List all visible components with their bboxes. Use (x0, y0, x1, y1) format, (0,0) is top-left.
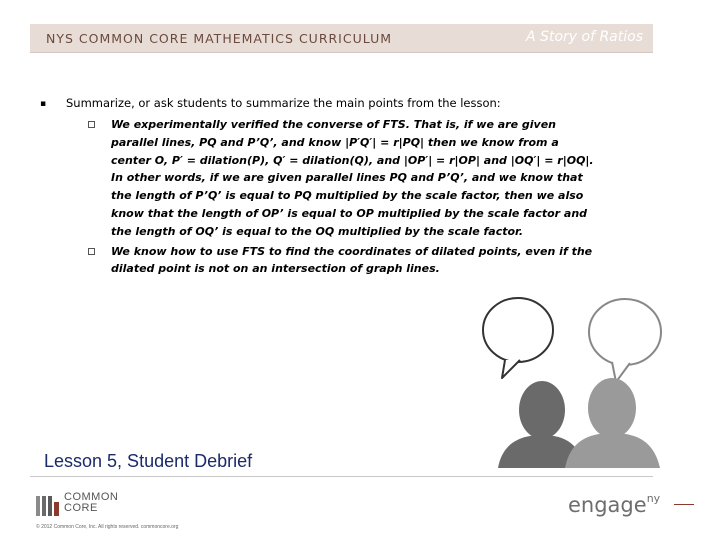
lesson-content (40, 96, 600, 278)
person-silhouette-icon (565, 378, 660, 468)
common-core-wordmark (64, 492, 118, 514)
lesson-title: Lesson 5, Student Debrief (44, 451, 253, 471)
ny-text: ny (646, 492, 661, 505)
logo-line-2: CORE (64, 502, 98, 514)
engage-ny-logo (568, 492, 660, 517)
sub-bullet-2-text: We know how to use FTS to find the coordinates of dilated points, even if the dilated point is not on an intersection of graph lines. (111, 244, 593, 276)
sub-bullet-1-text: We experimentally verified the converse of FTS. That is, if we are given parallel lines, PQ and P’Q’, and know |P′Q′| = r|PQ| then we know from a center O, P′ = dilation(P), Q′ = dilation(Q), and |OP′| = r|OP| and |OQ′| = r|OQ|. In other words, if we are given parallel lines PQ and P’Q’, and we know that the length of P’Q’ is equal to PQ multiplied by the scale factor, then we also know that the length of OP’ is equal to OP multiplied by the scale factor and the length of OQ’ is equal to the OQ multiplied by the scale factor. (111, 118, 594, 238)
footer-accent-line (674, 504, 694, 505)
main-bullet (40, 96, 600, 112)
footer-divider (30, 476, 653, 477)
sub-bullet-2 (88, 243, 600, 279)
engage-text: engage (568, 493, 647, 517)
speech-bubble-icon (589, 299, 661, 382)
common-core-logo (36, 496, 62, 516)
copyright-text: © 2012 Common Core, Inc. All rights reserved. commoncore.org (36, 524, 179, 530)
main-bullet-text: Summarize, or ask students to summarize the main points from the lesson: (66, 96, 501, 110)
speech-illustration (470, 290, 670, 470)
curriculum-title: NYS COMMON CORE MATHEMATICS CURRICULUM (46, 31, 393, 46)
checkbox-bullet-icon (88, 121, 95, 128)
logo-line-1: COMMON (64, 491, 119, 503)
story-title: A Story of Ratios (526, 29, 643, 45)
checkbox-bullet-icon (88, 248, 95, 255)
header-band (30, 24, 653, 53)
speech-bubble-icon (483, 298, 553, 378)
bullet-icon: ▪ (40, 99, 47, 109)
sub-bullet-1 (88, 116, 600, 241)
